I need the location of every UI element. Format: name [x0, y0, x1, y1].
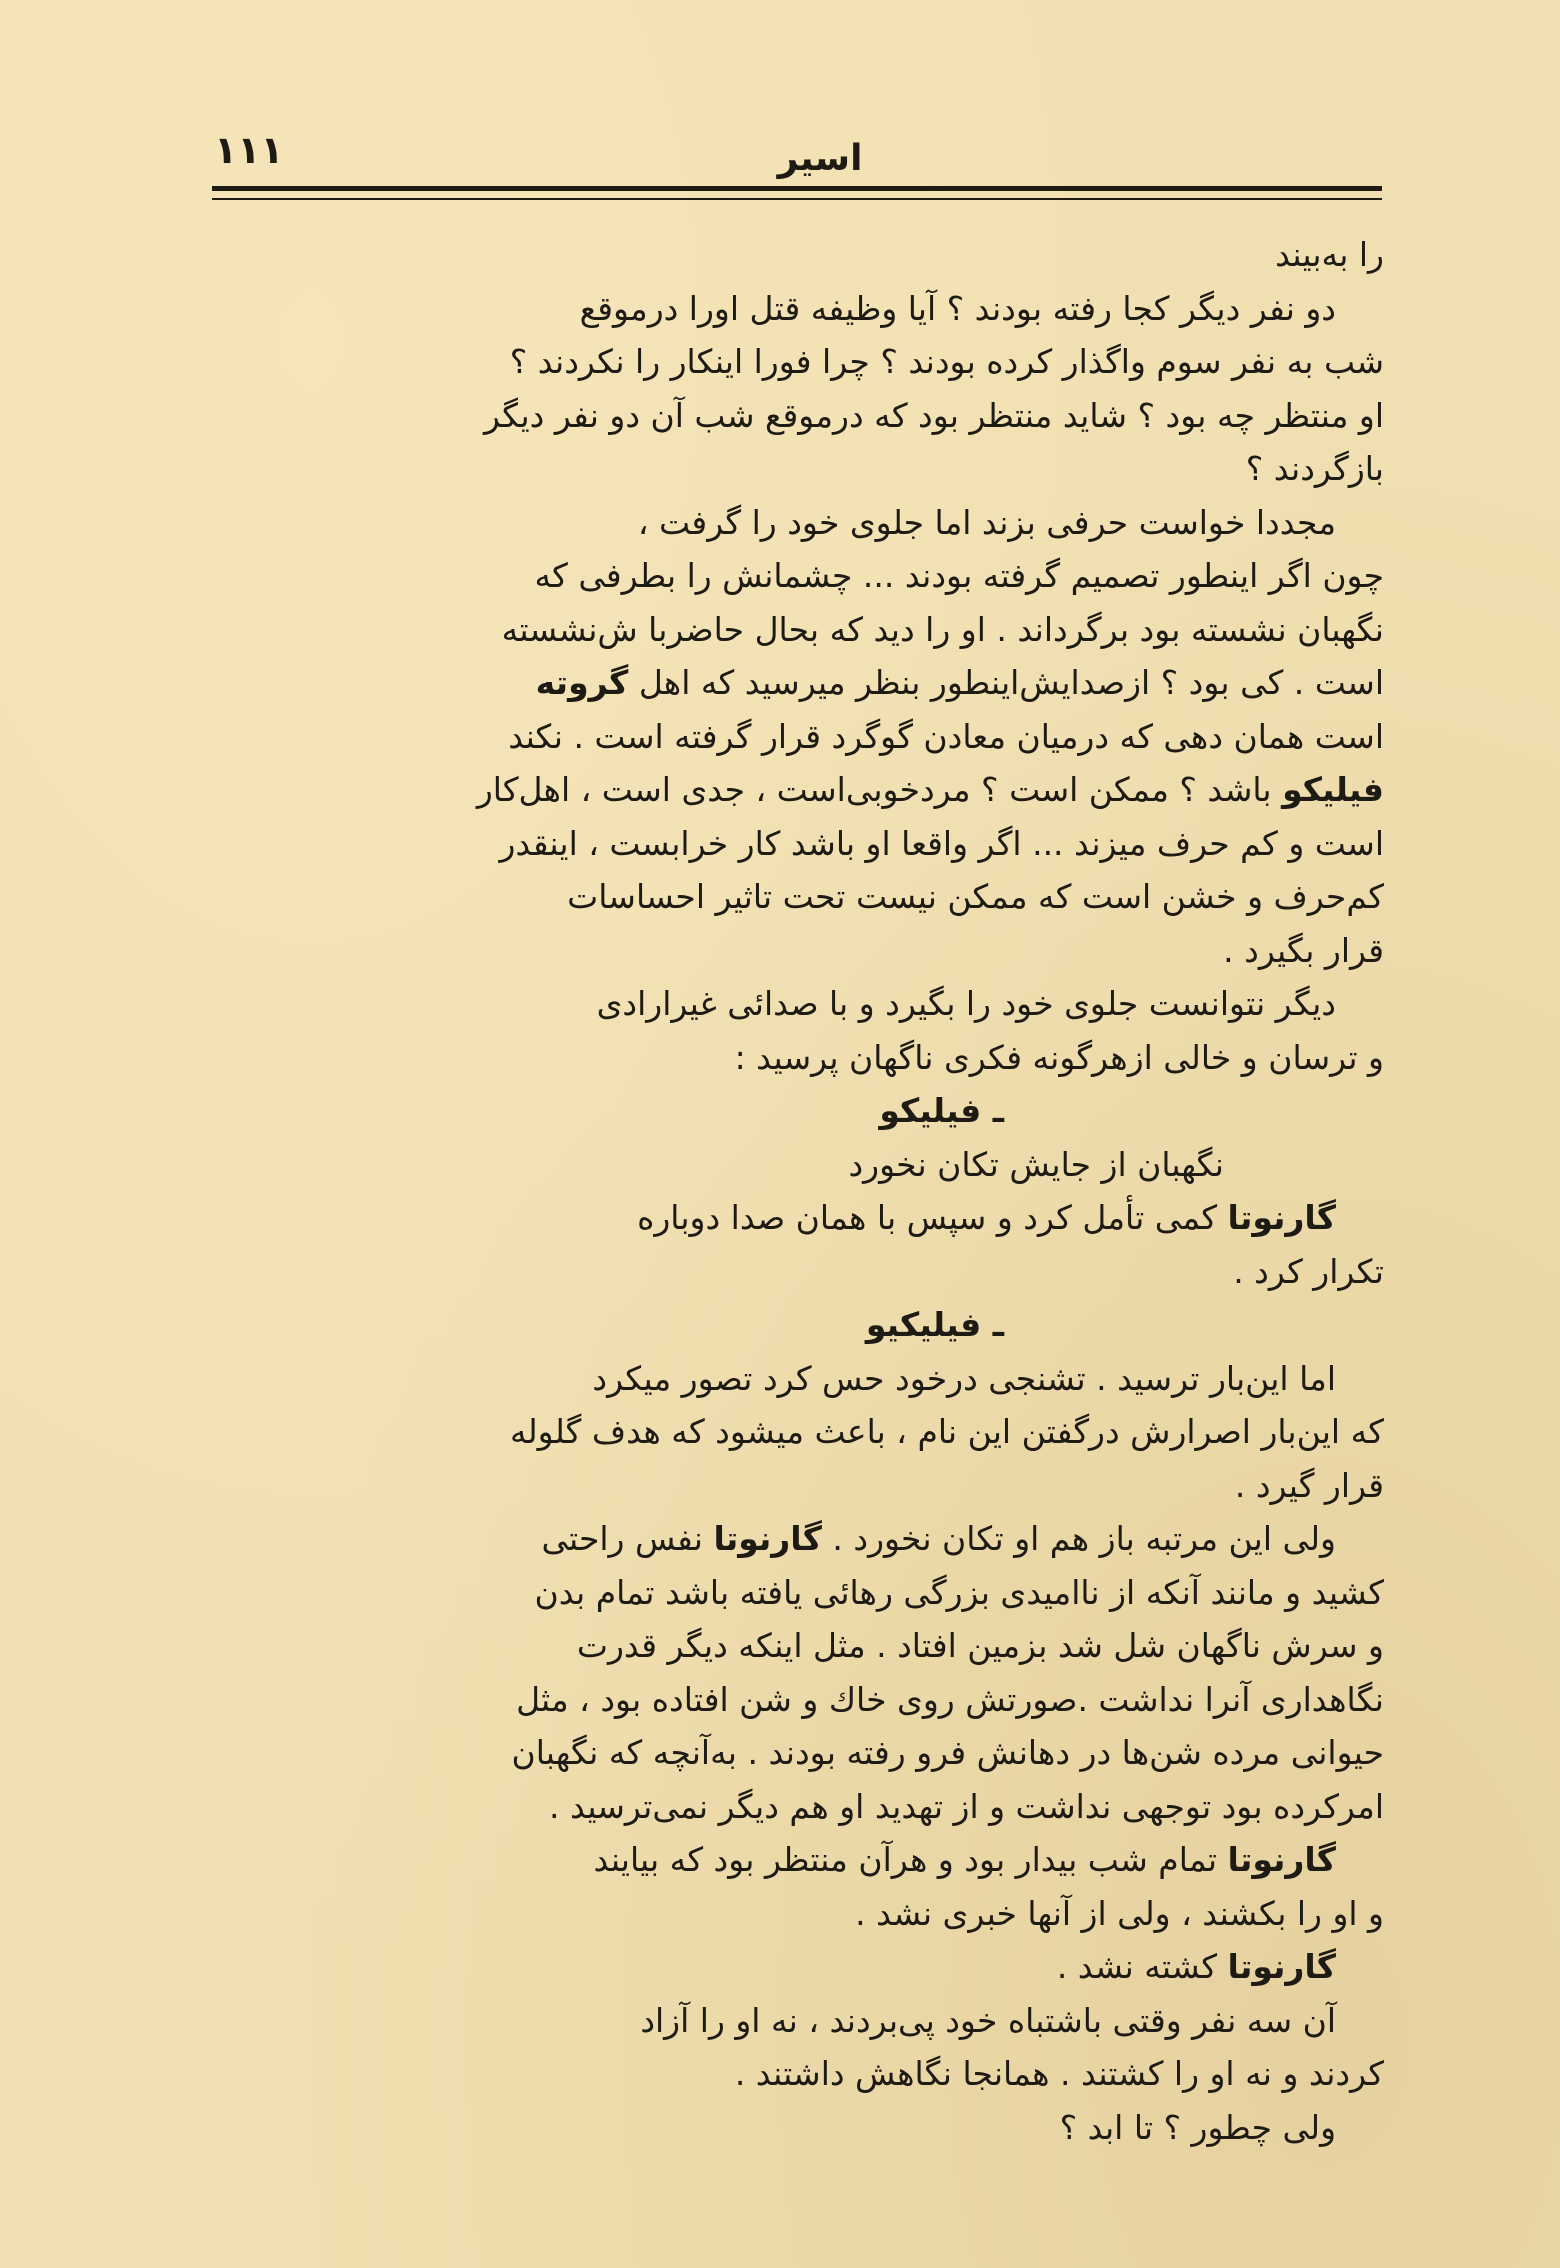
text-line: کشید و مانند آنکه از ناامیدی بزرگی رهائی یافته باشد تمام بدن: [534, 1572, 1384, 1612]
text-line: حیوانی مرده شن‌ها در دهانش فرو رفته بودند . به‌آنچه که نگهبان: [511, 1733, 1384, 1772]
text-line: شب به نفر سوم واگذار کرده بودند ؟ چرا فورا اینکار را نکردند ؟: [509, 342, 1384, 381]
text-line: دیگر نتوانست جلوی خود را بگیرد و با صدائی غیرارادی: [596, 984, 1336, 1023]
text-line: را به‌بیند: [1275, 235, 1384, 274]
text-line: گارنوتا کشته نشد .: [1056, 1947, 1336, 1986]
text-line: که این‌بار اصرارش درگفتن این نام ، باعث میشود که هدف گلوله: [509, 1412, 1384, 1451]
text-line: کم‌حرف و خشن است که ممکن نیست تحت تاثیر احساسات: [567, 877, 1384, 916]
dialog-line: ـ فیلیکو: [879, 1091, 1004, 1130]
text-line: قرار بگیرد .: [1223, 930, 1384, 970]
text-line: گارنوتا کمی تأمل کرد و سپس با همان صدا دوباره: [637, 1198, 1336, 1237]
text-line: گارنوتا تمام شب بیدار بود و هرآن منتظر بود که بیایند: [593, 1840, 1336, 1879]
text-line: دو نفر دیگر کجا رفته بودند ؟ آیا وظیفه قتل اورا درموقع: [579, 288, 1336, 328]
body-text: [214, 228, 1384, 2154]
text-line: و سرش ناگهان شل شد بزمین افتاد . مثل اینکه دیگر قدرت: [576, 1626, 1384, 1665]
name-garnota: گارنوتا: [1227, 1840, 1336, 1879]
name-filiko: فیلیکو: [1282, 770, 1384, 809]
name-garnota: گارنوتا: [1227, 1198, 1336, 1237]
text-line: بازگردند ؟: [1245, 449, 1384, 488]
text-line: است همان دهی که درمیان معادن گوگرد قرار گرفته است . نکند: [508, 716, 1384, 756]
name-garnota: گارنوتا: [1227, 1947, 1336, 1986]
text-line: آن سه نفر وقتی باشتباه خود پی‌بردند ، نه او را آزاد: [640, 2000, 1336, 2040]
text-line: اما این‌بار ترسید . تشنجی درخود حس کرد تصور میکرد: [592, 1358, 1336, 1398]
text-line: است و کم حرف میزند ... اگر واقعا او باشد کار خرابست ، اینقدر: [499, 823, 1384, 863]
text-line: نگاهداری آنرا نداشت .صورتش روی خاك و شن افتاده بود ، مثل: [516, 1679, 1384, 1719]
text-line: چون اگر اینطور تصمیم گرفته بودند ... چشمانش را بطرفی که: [534, 556, 1384, 595]
page-number: ۱۱۱: [214, 128, 284, 172]
text-line: و او را بکشند ، ولی از آنها خبری نشد .: [855, 1893, 1384, 1933]
text-line: نگهبان از جایش تکان نخورد: [848, 1144, 1224, 1184]
text-line: تکرار کرد .: [1233, 1251, 1384, 1291]
text-line: ولی چطور ؟ تا ابد ؟: [1059, 2107, 1336, 2147]
text-line: است . کی بود ؟ ازصدایش‌اینطور بنظر میرسید که اهل گروته: [535, 663, 1384, 702]
text-line: امرکرده بود توجهی نداشت و از تهدید او هم دیگر نمی‌ترسید .: [549, 1786, 1384, 1826]
text-line: او منتظر چه بود ؟ شاید منتظر بود که درموقع شب آن دو نفر دیگر: [484, 395, 1384, 435]
text-line: قرار گیرد .: [1234, 1465, 1384, 1505]
header-rule-thin: [212, 198, 1382, 200]
text-line: نگهبان نشسته بود برگرداند . او را دید که بحال حاضربا ش‌نشسته: [501, 609, 1384, 649]
text-line: ولی این مرتبه باز هم او تکان نخورد . گارنوتا نفس راحتی: [541, 1519, 1336, 1558]
text-line: و ترسان و خالی ازهرگونه فکری ناگهان پرسید :: [734, 1037, 1384, 1077]
running-title: اسیر: [777, 138, 863, 179]
dialog-line: ـ فیلیکیو: [865, 1305, 1004, 1344]
text-line: فیلیکو باشد ؟ ممکن است ؟ مردخوبی‌است ، جدی است ، اهل‌کار: [476, 770, 1384, 809]
name-groteh: گروته: [535, 663, 629, 702]
text-line: مجددا خواست حرفی بزند اما جلوی خود را گرفت ،: [637, 502, 1336, 542]
name-garnota: گارنوتا: [713, 1519, 822, 1558]
text-line: کردند و نه او را کشتند . همانجا نگاهش داشتند .: [734, 2054, 1384, 2093]
header-rule-thick: [212, 186, 1382, 191]
